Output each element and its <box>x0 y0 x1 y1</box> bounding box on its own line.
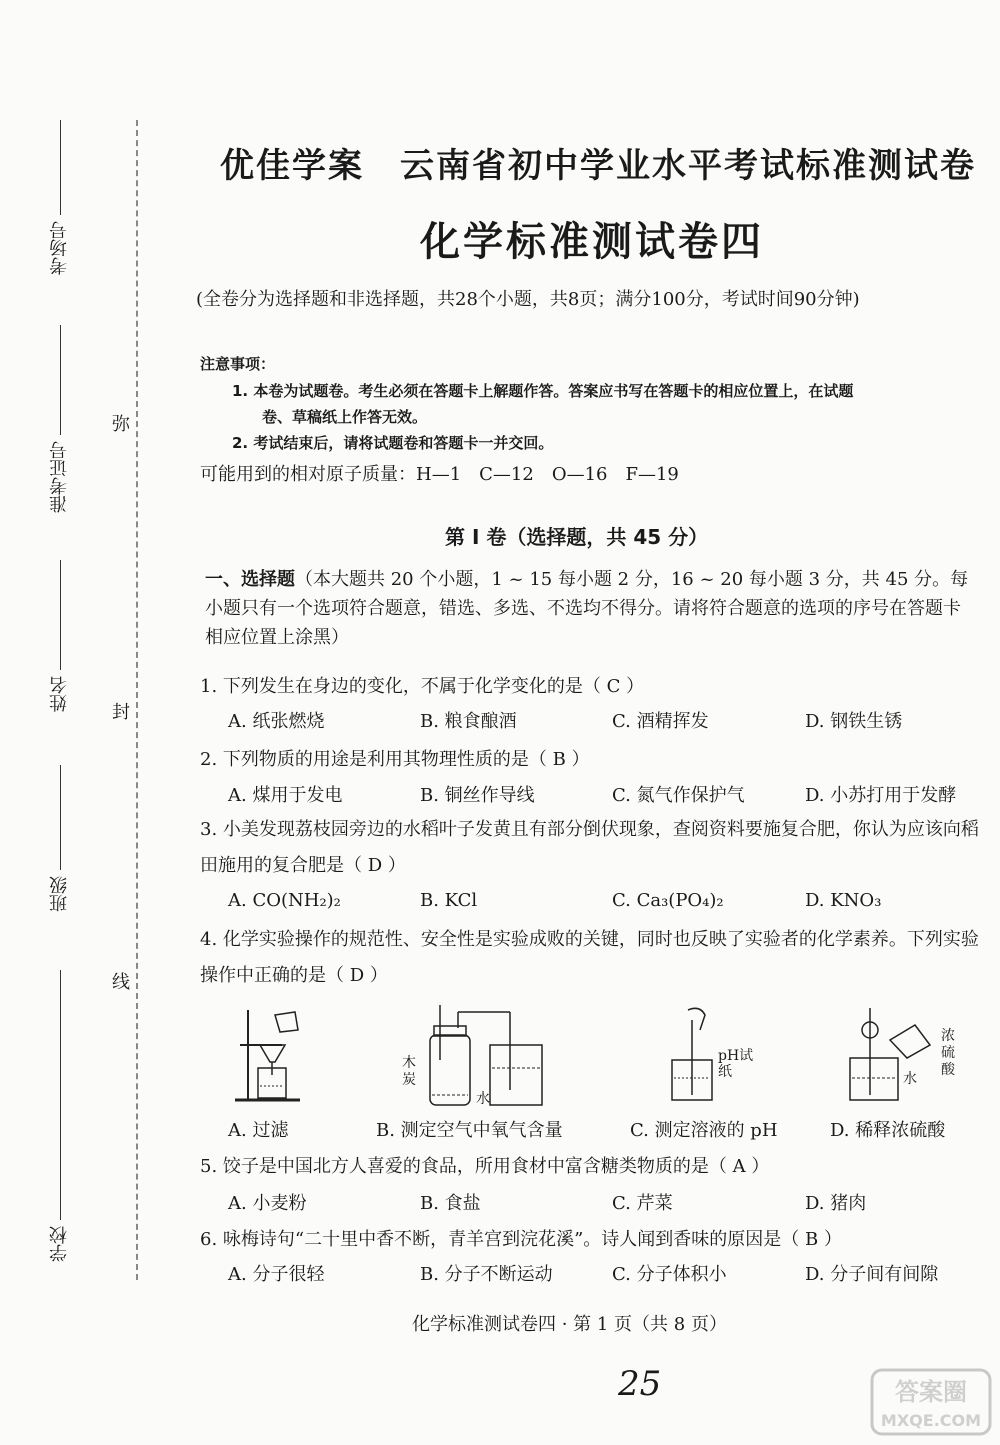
question-1-option-b[interactable]: B. 粮食酿酒 <box>420 711 517 732</box>
diagram-ph-test <box>660 1000 770 1110</box>
exam-info: (全卷分为选择题和非选择题，共28个小题，共8页；满分100分，考试时间90分钟) <box>196 289 860 310</box>
diagram-d-acid-label: 浓硫酸 <box>941 1028 955 1078</box>
question-5-option-b[interactable]: B. 食盐 <box>420 1193 481 1214</box>
question-2-option-a[interactable]: A. 煤用于发电 <box>228 785 343 806</box>
field-name[interactable] <box>40 560 80 712</box>
diagram-c-ph-label: pH试纸 <box>718 1048 754 1080</box>
field-class[interactable] <box>40 765 80 912</box>
question-1-option-d[interactable]: D. 钢铁生锈 <box>805 711 903 732</box>
field-class-label: 班级 <box>49 876 70 912</box>
question-3-option-b[interactable]: B. KCl <box>420 890 478 911</box>
question-3-option-d[interactable]: D. KNO₃ <box>805 890 882 911</box>
question-6-stem: 6. 咏梅诗句“二十里中香不断，青羊宫到浣花溪”。诗人闻到香味的原因是（ B ） <box>200 1229 842 1250</box>
question-3-option-a[interactable]: A. CO(NH₂)₂ <box>228 890 341 911</box>
section1-desc: （本大题共 20 个小题，1 ~ 15 每小题 2 分，16 ~ 20 每小题 3 分，共 45 分。每小题只有一个选项符合题意，错选、多选、不选均不得分。请将符合题意的选项的序号在答题卡相应位置上涂黑） <box>205 569 969 648</box>
diagram-oxygen-content <box>400 1000 550 1110</box>
question-1-option-a[interactable]: A. 纸张燃烧 <box>228 711 325 732</box>
svg-text:答案圈: 答案圈 <box>895 1378 967 1406</box>
question-1-option-c[interactable]: C. 酒精挥发 <box>612 711 709 732</box>
section1-instructions <box>205 565 975 652</box>
seal-dashed-line <box>136 120 138 1280</box>
question-3-option-c[interactable]: C. Ca₃(PO₄)₂ <box>612 890 724 911</box>
svg-text:MXQE.COM: MXQE.COM <box>880 1411 982 1430</box>
seal-char-feng: 封 <box>112 702 130 723</box>
atomic-mass-line: 可能用到的相对原子质量：H—1 C—12 O—16 F—19 <box>200 464 679 485</box>
diagram-b-water-label: 水 <box>476 1091 490 1107</box>
field-name-label: 姓名 <box>49 676 70 712</box>
question-4-stem: 4. 化学实验操作的规范性、安全性是实验成败的关键，同时也反映了实验者的化学素养。下列实验操作中正确的是（ D ） <box>200 929 979 986</box>
part1-title: 第 I 卷（选择题，共 45 分） <box>445 525 709 549</box>
question-2-option-d[interactable]: D. 小苏打用于发酵 <box>805 785 957 806</box>
handwritten-page-number: 25 <box>618 1364 662 1404</box>
notice-item-1-cont: 卷、草稿纸上作答无效。 <box>262 408 428 426</box>
question-4-option-c[interactable]: C. 测定溶液的 pH <box>630 1120 778 1141</box>
field-exam-room-label: 考场号 <box>49 221 70 275</box>
question-5-option-d[interactable]: D. 猪肉 <box>805 1193 867 1214</box>
seal-char-mi: 弥 <box>112 414 130 435</box>
notice-item-2: 2. 考试结束后，请将试题卷和答题卡一并交回。 <box>232 434 554 452</box>
exam-series-title: 优佳学案 云南省初中学业水平考试标准测试卷 <box>220 146 976 186</box>
question-6-option-b[interactable]: B. 分子不断运动 <box>420 1264 553 1285</box>
question-5-option-a[interactable]: A. 小麦粉 <box>228 1193 307 1214</box>
question-4-option-d[interactable]: D. 稀释浓硫酸 <box>830 1120 946 1141</box>
diagram-dilute-acid <box>845 1000 970 1110</box>
exam-title: 化学标准测试卷四 <box>420 219 764 265</box>
diagram-filtration <box>230 1000 310 1110</box>
question-2-stem: 2. 下列物质的用途是利用其物理性质的是（ B ） <box>200 749 590 770</box>
question-6-option-c[interactable]: C. 分子体积小 <box>612 1264 727 1285</box>
question-5-stem: 5. 饺子是中国北方人喜爱的食品，所用食材中富含糖类物质的是（ A ） <box>200 1156 770 1177</box>
question-6-option-d[interactable]: D. 分子间有间隙 <box>805 1264 939 1285</box>
field-admission-number[interactable] <box>40 325 80 513</box>
seal-char-xian: 线 <box>112 972 130 993</box>
field-school-label: 学校 <box>49 1226 70 1262</box>
notice-item-1: 1. 本卷为试题卷。考生必须在答题卡上解题作答。答案应书写在答题卡的相应位置上，在试题 <box>232 382 854 400</box>
question-4-option-b[interactable]: B. 测定空气中氧气含量 <box>376 1120 563 1141</box>
question-6-option-a[interactable]: A. 分子很轻 <box>228 1264 325 1285</box>
notice-heading: 注意事项： <box>200 355 276 373</box>
question-4-option-a[interactable]: A. 过滤 <box>228 1120 289 1141</box>
field-admission-number-label: 准考证号 <box>49 441 70 513</box>
question-3-stem: 3. 小美发现荔枝园旁边的水稻叶子发黄且有部分倒伏现象，查阅资料要施复合肥，你认为应该向稻田施用的复合肥是（ D ） <box>200 819 979 876</box>
question-5-option-c[interactable]: C. 芹菜 <box>612 1193 673 1214</box>
diagram-d-water-label: 水 <box>903 1071 917 1087</box>
diagram-b-charcoal-label: 木炭 <box>402 1055 416 1088</box>
page-footer: 化学标准测试卷四 · 第 1 页（共 8 页） <box>412 1314 727 1335</box>
watermark-logo <box>870 1368 992 1436</box>
question-1-stem: 1. 下列发生在身边的变化，不属于化学变化的是（ C ） <box>200 676 645 697</box>
question-2-option-b[interactable]: B. 铜丝作导线 <box>420 785 535 806</box>
field-exam-room[interactable] <box>40 120 80 275</box>
question-2-option-c[interactable]: C. 氮气作保护气 <box>612 785 745 806</box>
section1-label: 一、选择题 <box>205 569 295 590</box>
field-school[interactable] <box>40 970 80 1262</box>
